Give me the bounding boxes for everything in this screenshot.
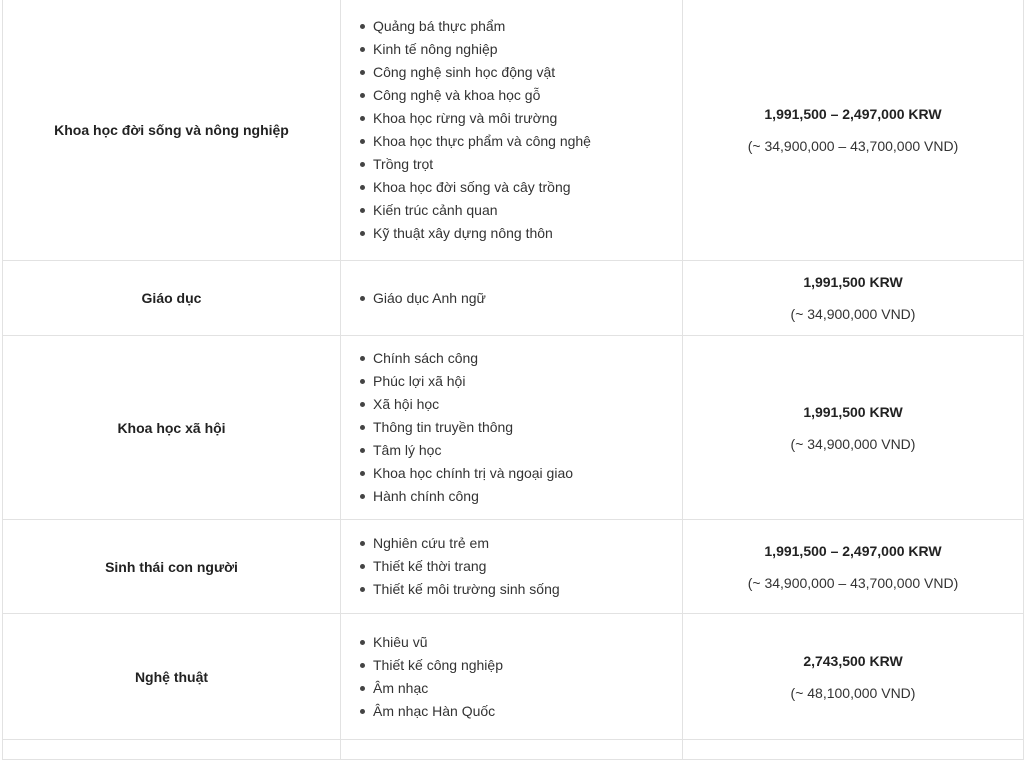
list-item: Thiết kế thời trang [373,555,682,578]
list-item: Nghiên cứu trẻ em [373,532,682,555]
fee-krw: 2,743,500 KRW [803,652,903,669]
list-item: Quảng bá thực phẩm [373,15,682,38]
fee-cell [683,740,1024,760]
list-item: Âm nhạc Hàn Quốc [373,700,682,723]
fee-krw: 1,991,500 KRW [803,403,903,420]
list-item: Khoa học thực phẩm và công nghệ [373,130,682,153]
category-cell [3,740,341,760]
table-row [3,336,1024,520]
list-item: Âm nhạc [373,677,682,700]
list-item: Chính sách công [373,347,682,370]
fee-krw: 1,991,500 – 2,497,000 KRW [764,105,942,122]
majors-cell [341,614,683,740]
majors-cell [341,336,683,520]
fee-cell [683,520,1024,614]
majors-cell [341,261,683,336]
category-cell [3,520,341,614]
majors-list [341,287,682,310]
fee-vnd: (~ 34,900,000 – 43,700,000 VND) [747,574,959,591]
list-item: Thiết kế môi trường sinh sống [373,578,682,601]
table-row [3,0,1024,261]
category-label: Sinh thái con người [105,558,238,575]
fee-cell [683,614,1024,740]
list-item: Tâm lý học [373,439,682,462]
category-label: Nghệ thuật [134,668,209,685]
list-item: Kinh tế nông nghiệp [373,38,682,61]
category-cell [3,0,341,261]
list-item: Xã hội học [373,393,682,416]
list-item: Công nghệ sinh học động vật [373,61,682,84]
fee-krw: 1,991,500 KRW [803,274,903,290]
list-item: Hành chính công [373,485,682,508]
majors-list [341,631,682,723]
list-item: Khoa học đời sống và cây trồng [373,176,682,199]
category-label: Giáo dục [141,290,202,306]
majors-list [341,15,682,245]
list-item: Khoa học chính trị và ngoại giao [373,462,682,485]
fee-krw: 1,991,500 – 2,497,000 KRW [764,542,942,559]
majors-list [341,532,682,601]
category-label: Khoa học đời sống và nông nghiệp [54,121,289,138]
fee-cell [683,0,1024,261]
majors-cell [341,520,683,614]
list-item: Trồng trọt [373,153,682,176]
list-item: Phúc lợi xã hội [373,370,682,393]
fee-cell [683,336,1024,520]
tuition-table [2,0,1024,760]
fee-vnd: (~ 48,100,000 VND) [790,684,916,701]
fee-vnd: (~ 34,900,000 VND) [790,435,916,452]
majors-cell [341,0,683,261]
category-cell [3,261,341,336]
table-row [3,740,1024,760]
fee-cell [683,261,1024,336]
fee-vnd: (~ 34,900,000 – 43,700,000 VND) [747,137,959,154]
list-item: Kỹ thuật xây dựng nông thôn [373,222,682,245]
list-item: Thiết kế công nghiệp [373,654,682,677]
list-item: Khiêu vũ [373,631,682,654]
table-row [3,261,1024,336]
table-row [3,614,1024,740]
fee-vnd: (~ 34,900,000 VND) [790,306,916,322]
list-item: Công nghệ và khoa học gỗ [373,84,682,107]
majors-cell [341,740,683,760]
table-row [3,520,1024,614]
category-cell [3,614,341,740]
list-item: Kiến trúc cảnh quan [373,199,682,222]
category-label: Khoa học xã hội [117,419,226,436]
list-item: Giáo dục Anh ngữ [373,287,682,310]
list-item: Thông tin truyền thông [373,416,682,439]
majors-list [341,347,682,508]
list-item: Khoa học rừng và môi trường [373,107,682,130]
category-cell [3,336,341,520]
